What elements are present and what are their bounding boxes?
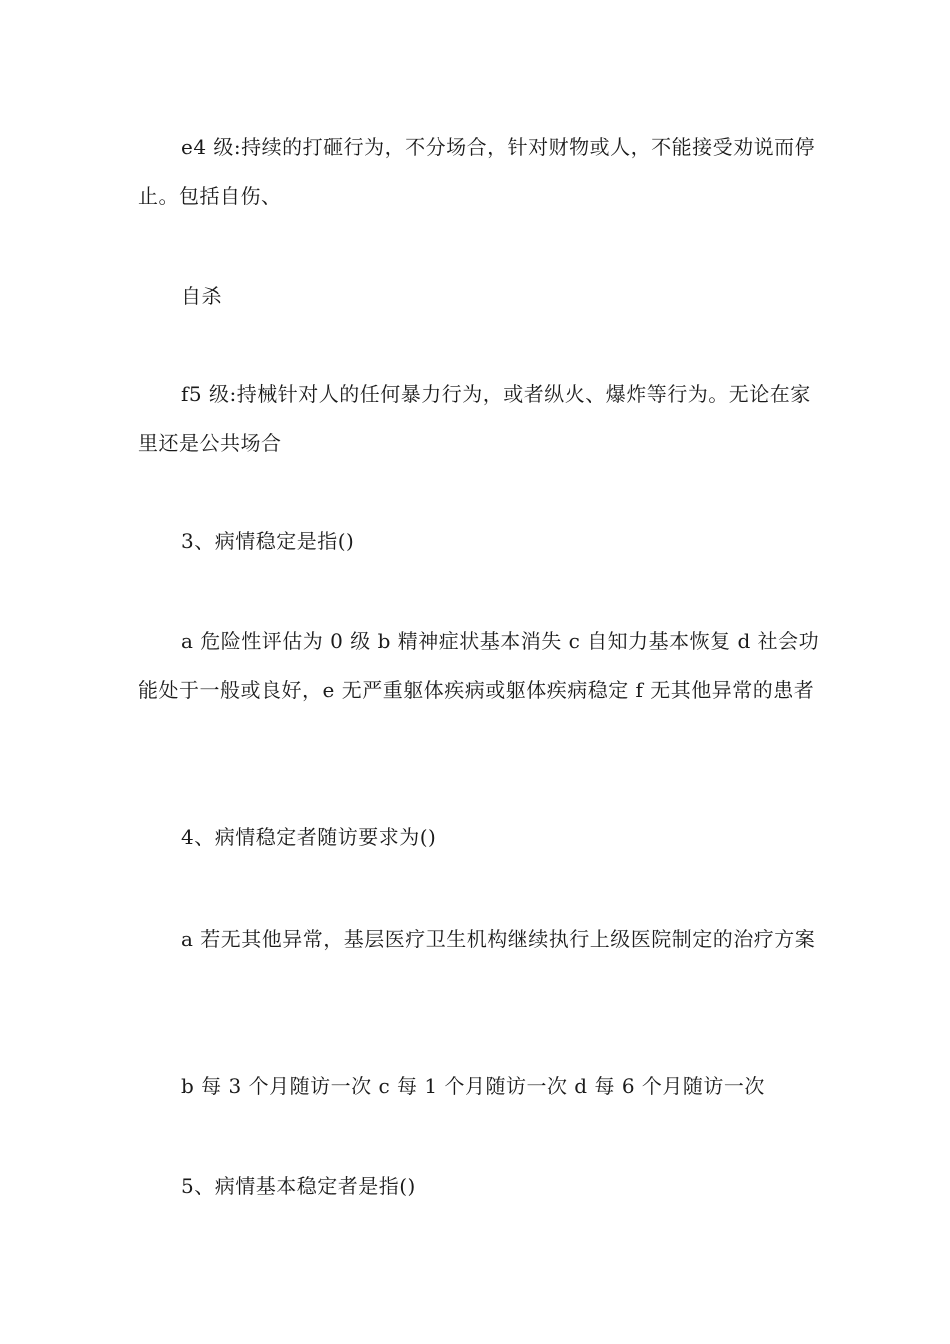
paragraph-f-level-5: f5 级:持械针对人的任何暴力行为，或者纵火、爆炸等行为。无论在家里还是公共场合 [138,382,811,455]
question-3-options: a 危险性评估为 0 级 b 精神症状基本消失 c 自知力基本恢复 d 社会功能处于一般或良好，e 无严重躯体疾病或躯体疾病稳定 f 无其他异常的患者 [138,629,820,702]
question-5: 5、病情基本稳定者是指() [181,1174,416,1198]
question-4-option-a: a 若无其他异常，基层医疗卫生机构继续执行上级医院制定的治疗方案 [181,927,816,951]
question-3: 3、病情稳定是指() [181,529,355,553]
question-4: 4、病情稳定者随访要求为() [181,825,437,849]
paragraph-self-harm: 自杀 [181,284,222,308]
question-4-options-bcd: b 每 3 个月随访一次 c 每 1 个月随访一次 d 每 6 个月随访一次 [181,1074,765,1098]
paragraph-e-level-4: e4 级:持续的打砸行为，不分场合，针对财物或人，不能接受劝说而停止。包括自伤、 [138,135,816,208]
